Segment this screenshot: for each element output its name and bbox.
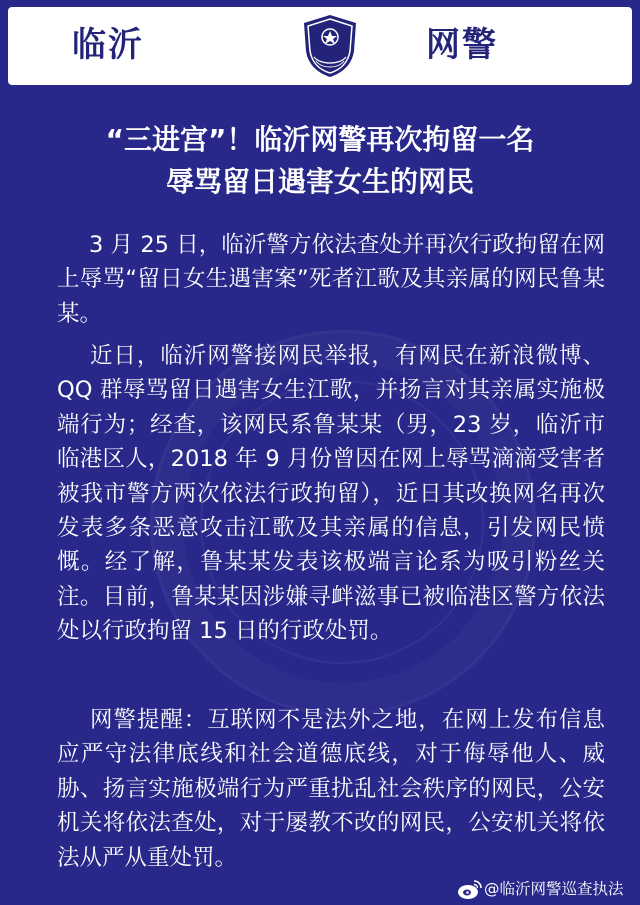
paragraph-2: [57, 339, 605, 649]
paragraph-3-text: 网警提醒：互联网不是法外之地，在网上发布信息应严守法律底线和社会道德底线，对于侮辱他人、威胁、扬言实施极端行为严重扰乱社会秩序的网民，公安机关将依法查处，对于屡教不改的网民，公安机关将依法从严从重处罚。: [57, 707, 605, 871]
police-emblem-icon: [300, 13, 360, 79]
header-right-text: 网警: [426, 25, 498, 65]
weibo-icon: [457, 878, 483, 900]
paragraph-3: [57, 703, 605, 875]
paragraph-2-text: 近日，临沂网警接网民举报，有网民在新浪微博、QQ 群辱骂留日遇害女生江歌，并扬言对其亲属实施极端行为；经查，该网民系鲁某某（男，23 岁，临沂市临港区人，2018 年 9 月份曾因在网上辱骂滴滴受害者被我市警方两次依法行政拘留），近日其改换网名再次发表多条恶意攻击江歌及其亲属的信息，引发网民愤慨。经了解，鲁某某发表该极端言论系为吸引粉丝关注。目前，鲁某某因涉嫌寻衅滋事已被临港区警方依法处以行政拘留 15 日的行政处罚。: [57, 343, 605, 645]
watermark-caption: @临沂网警巡查执法: [484, 880, 624, 898]
headline-line-2: 辱骂留日遇害女生的网民: [165, 165, 474, 198]
header-banner: [8, 7, 632, 85]
header-left-text: 临沂: [72, 25, 144, 65]
paragraph-1: [57, 228, 605, 331]
headline-line-1: “三进宫”！临沂网警再次拘留一名: [105, 123, 535, 156]
paragraph-1-text: 3 月 25 日，临沂警方依法查处并再次行政拘留在网上辱骂“留日女生遇害案”死者江歌及其亲属的网民鲁某某。: [57, 232, 605, 327]
